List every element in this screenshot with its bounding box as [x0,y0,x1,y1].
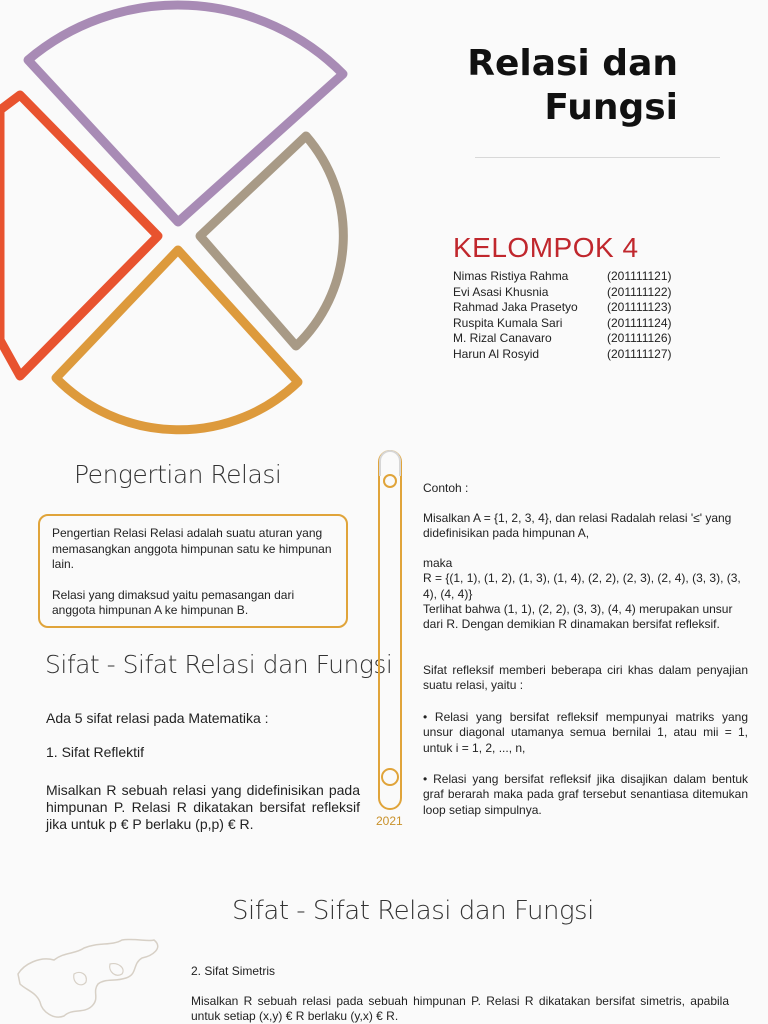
member-row [453,269,693,285]
group-title: KELOMPOK 4 [453,232,639,263]
purple-wedge-shape [28,5,343,222]
map-region-shape [74,972,87,984]
member-row [453,347,693,363]
member-id: (201111126) [607,331,672,346]
member-name: Rahmad Jaka Prasetyo [453,300,578,315]
decorative-quadrants [0,0,460,440]
bullet-matrix: • Relasi yang bersifat refleksif mempunyai matriks yang unsur diagonal utamanya semua bernilai 1, atau mii = 1, untuk i = 1, 2, ..., n, [423,710,748,755]
title-slide [0,0,768,440]
ciri-text: Sifat refleksif memberi beberapa ciri khas dalam penyajian suatu relasi, yaitu : [423,663,748,693]
member-id: (201111123) [607,300,672,315]
heading-pengertian-relasi: Pengertian Relasi [74,460,282,489]
definition-text: Pengertian Relasi Relasi adalah suatu aturan yang memasangkan anggota himpunan satu ke himpunan lain. [52,526,332,571]
item-reflektif-desc: Misalkan R sebuah relasi yang didefinisikan pada himpunan P. Relasi R dikatakan bersifat refleksif jika untuk p € P berlaku (p,p) € R. [46,782,360,832]
timeline-cap [379,450,401,476]
orange-wedge-shape [56,250,298,430]
heading-sifat-relasi: Sifat - Sifat Relasi dan Fungsi [45,650,393,679]
red-wedge-shape [0,95,158,376]
simetris-slide [0,860,768,1024]
timeline-bar [378,450,402,810]
bullet-graph: • Relasi yang bersifat refleksif jika disajikan dalam bentuk graf berarah maka pada graf tersebut senantiasa ditemukan loop setiap simpulnya. [423,772,748,817]
member-name: Evi Asasi Khusnia [453,284,549,299]
member-name: Ruspita Kumala Sari [453,315,563,330]
example-set: Misalkan A = {1, 2, 3, 4}, dan relasi Radalah relasi '≤' yang didefinisikan pada himpunan A, [423,511,732,541]
item-simetris-desc: Misalkan R sebuah relasi pada sebuah himpunan P. Relasi R dikatakan bersifat simetris, apabila untuk setiap (x,y) € R berlaku (y,x) € R. [191,994,729,1023]
title-line-2: Fungsi [544,87,678,128]
map-island-shape [110,964,123,976]
member-name: M. Rizal Canavaro [453,331,552,346]
member-name: Nimas Ristiya Rahma [453,269,569,283]
world-map-outline [14,934,184,1024]
member-name: Harun Al Rosyid [453,346,540,361]
member-id: (201111124) [607,315,672,330]
relasi-slide [0,440,768,848]
member-row [453,285,693,301]
title-line-1: Relasi dan [467,43,678,84]
contoh-label: Contoh : [423,481,469,495]
page-title [467,42,678,130]
taupe-wedge-shape [200,136,343,346]
definition-box [38,514,348,628]
member-row [453,316,693,332]
timeline-knob-bottom [381,768,399,786]
member-row [453,331,693,347]
member-id: (201111122) [607,284,672,299]
intro-text: Ada 5 sifat relasi pada Matematika : [46,710,269,726]
member-list [453,269,693,363]
example-result: maka R = {(1, 1), (1, 2), (1, 3), (1, 4), (2, 2), (2, 3), (2, 4), (3, 3), (3, 4), (4, 4)} Terlihat bahwa (1, 1), (2, 2), (3, 3), (4, 4) merupakan unsur dari R. Dengan demikian R dinamakan bersifat refleksif. [423,556,741,632]
title-divider [475,157,720,158]
item-reflektif: 1. Sifat Reflektif [46,744,145,760]
heading-sifat-relasi-2: Sifat - Sifat Relasi dan Fungsi [232,896,594,926]
member-id: (201111127) [607,346,672,361]
year-label: 2021 [376,814,403,828]
definition-text-2: Relasi yang dimaksud yaitu pemasangan dari anggota himpunan A ke himpunan B. [52,587,295,617]
member-id: (201111121) [607,269,672,283]
item-simetris: 2. Sifat Simetris [191,964,276,978]
member-row [453,300,693,316]
map-continent-shape [18,939,158,1017]
timeline-knob-top [383,474,397,488]
